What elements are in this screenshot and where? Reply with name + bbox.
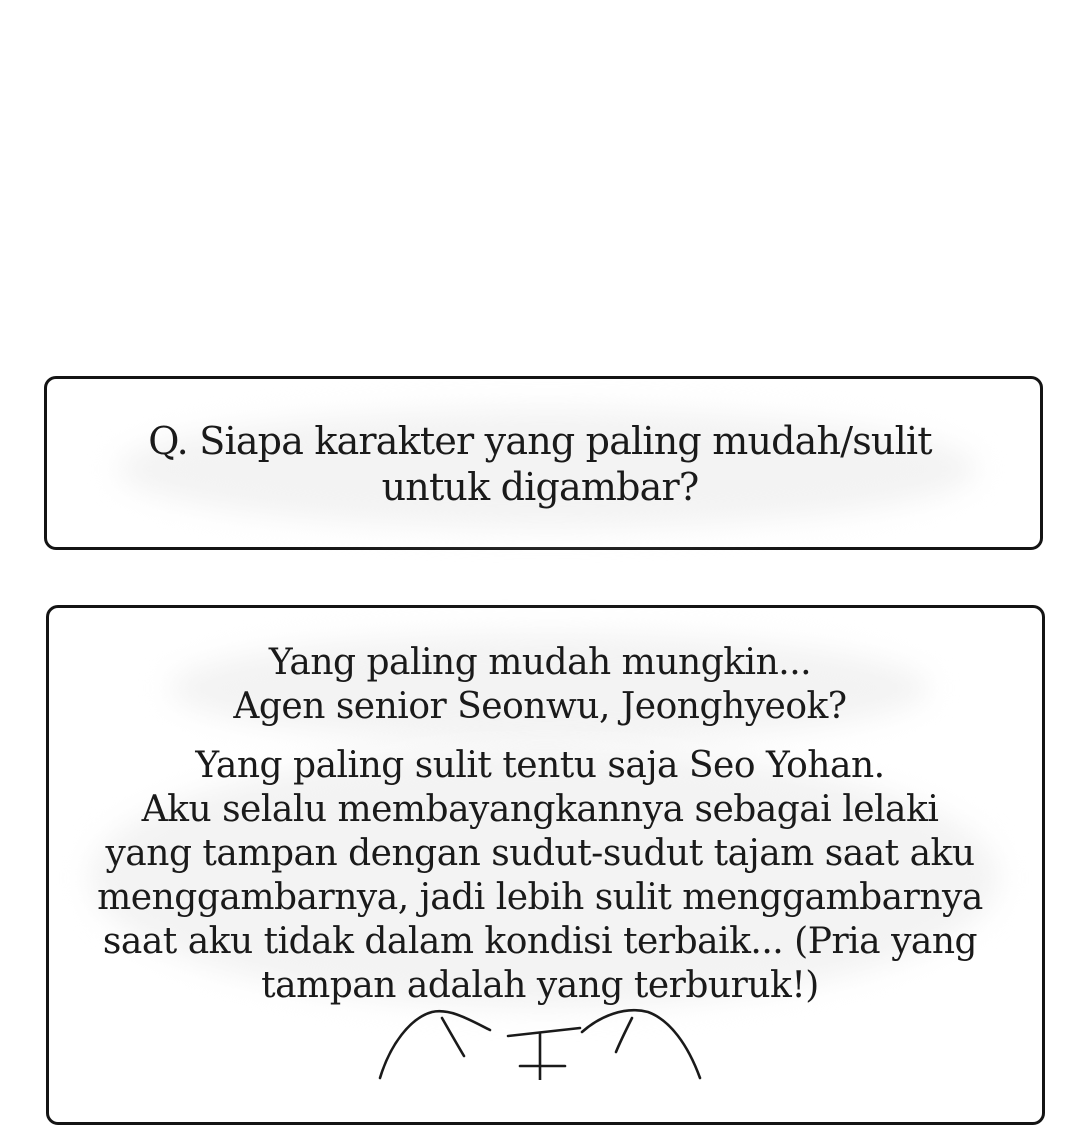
sketch-left-ear bbox=[380, 1011, 490, 1078]
sketch-hair-stroke bbox=[508, 1028, 580, 1036]
sketch-left-ear-inner bbox=[442, 1018, 464, 1056]
answer-paragraph-hardest bbox=[0, 744, 1080, 1008]
answer-line: tampan adalah yang terburuk!) bbox=[261, 965, 819, 1006]
character-sketch-illustration bbox=[370, 1000, 710, 1080]
answer-line: Yang paling mudah mungkin... bbox=[268, 642, 812, 683]
answer-line: menggambarnya, jadi lebih sulit menggambarnya bbox=[97, 877, 983, 918]
answer-line: Agen senior Seonwu, Jeonghyeok? bbox=[233, 686, 847, 727]
answer-line: Aku selalu membayangkannya sebagai lelaki bbox=[141, 789, 939, 830]
sketch-right-ear bbox=[582, 1010, 700, 1078]
question-text bbox=[0, 418, 1080, 510]
answer-line: saat aku tidak dalam kondisi terbaik... (Pria yang bbox=[102, 921, 978, 962]
question-line: untuk digambar? bbox=[381, 465, 699, 509]
answer-line: yang tampan dengan sudut-sudut tajam saat aku bbox=[105, 833, 975, 874]
sketch-right-ear-inner bbox=[616, 1018, 632, 1052]
question-line: Q. Siapa karakter yang paling mudah/sulit bbox=[148, 419, 932, 463]
answer-paragraph-easiest bbox=[0, 641, 1080, 729]
answer-line: Yang paling sulit tentu saja Seo Yohan. bbox=[195, 745, 885, 786]
